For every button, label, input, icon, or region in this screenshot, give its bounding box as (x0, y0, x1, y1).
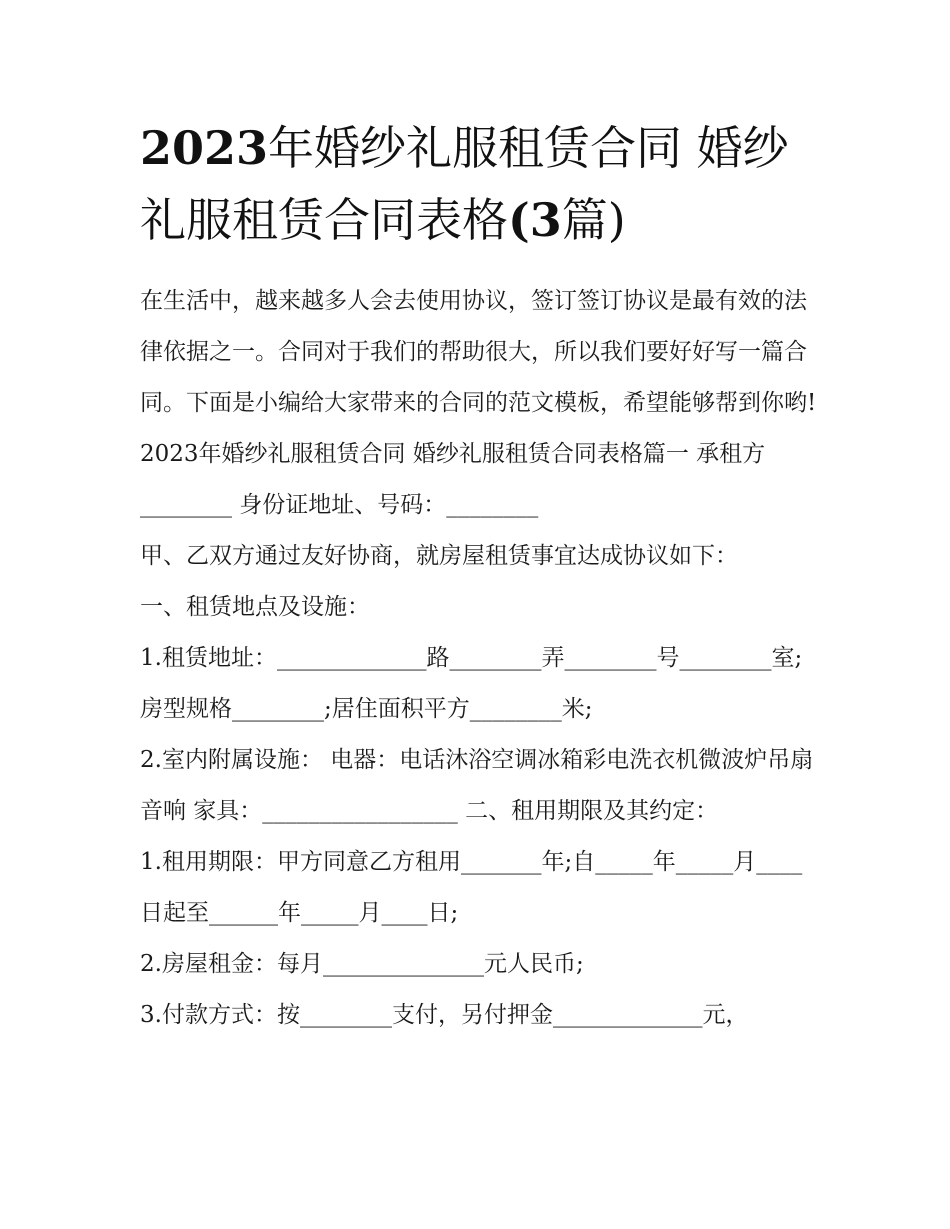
title-main: 年婚纱礼服租赁合同 婚纱礼服租赁合同表格 (140, 121, 789, 247)
paragraph-term: 1.租用期限：甲方同意乙方租用_______年;自_____年_____月____日起至______年_____月____日; (140, 849, 803, 926)
paragraph-lessee: 2023年婚纱礼服租赁合同 婚纱礼服租赁合同表格篇一 承租方________ 身份证地址、号码：________ (140, 441, 766, 518)
intro-paragraph: 在生活中，越来越多人会去使用协议，签订签订协议是最有效的法律依据之一。合同对于我们的帮助很大，所以我们要好好写一篇合同。下面是小编给大家带来的合同的范文模板，希望能够帮到你哟! (140, 288, 817, 416)
document-title (140, 112, 820, 256)
paragraph-agreement: 甲、乙双方通过友好协商，就房屋租赁事宜达成协议如下： (140, 543, 738, 569)
paragraph-facilities: 2.室内附属设施： 电器：电话沐浴空调冰箱彩电洗衣机微波炉吊扇音响 家具：_________________ 二、租用期限及其约定： (140, 747, 814, 824)
title-year: 2023 (140, 121, 269, 175)
paragraph-rent: 2.房屋租金：每月______________元人民币; (140, 951, 584, 977)
paragraph-address: 1.租赁地址：_____________路________弄________号________室;房型规格________;居住面积平方________米; (140, 645, 803, 722)
title-end: 篇) (561, 193, 626, 247)
section-heading-location: 一、租赁地点及设施： (140, 594, 370, 620)
title-count: (3 (508, 193, 562, 247)
document-body (140, 276, 820, 1041)
paragraph-payment: 3.付款方式：按________支付，另付押金_____________元， (140, 1002, 749, 1028)
